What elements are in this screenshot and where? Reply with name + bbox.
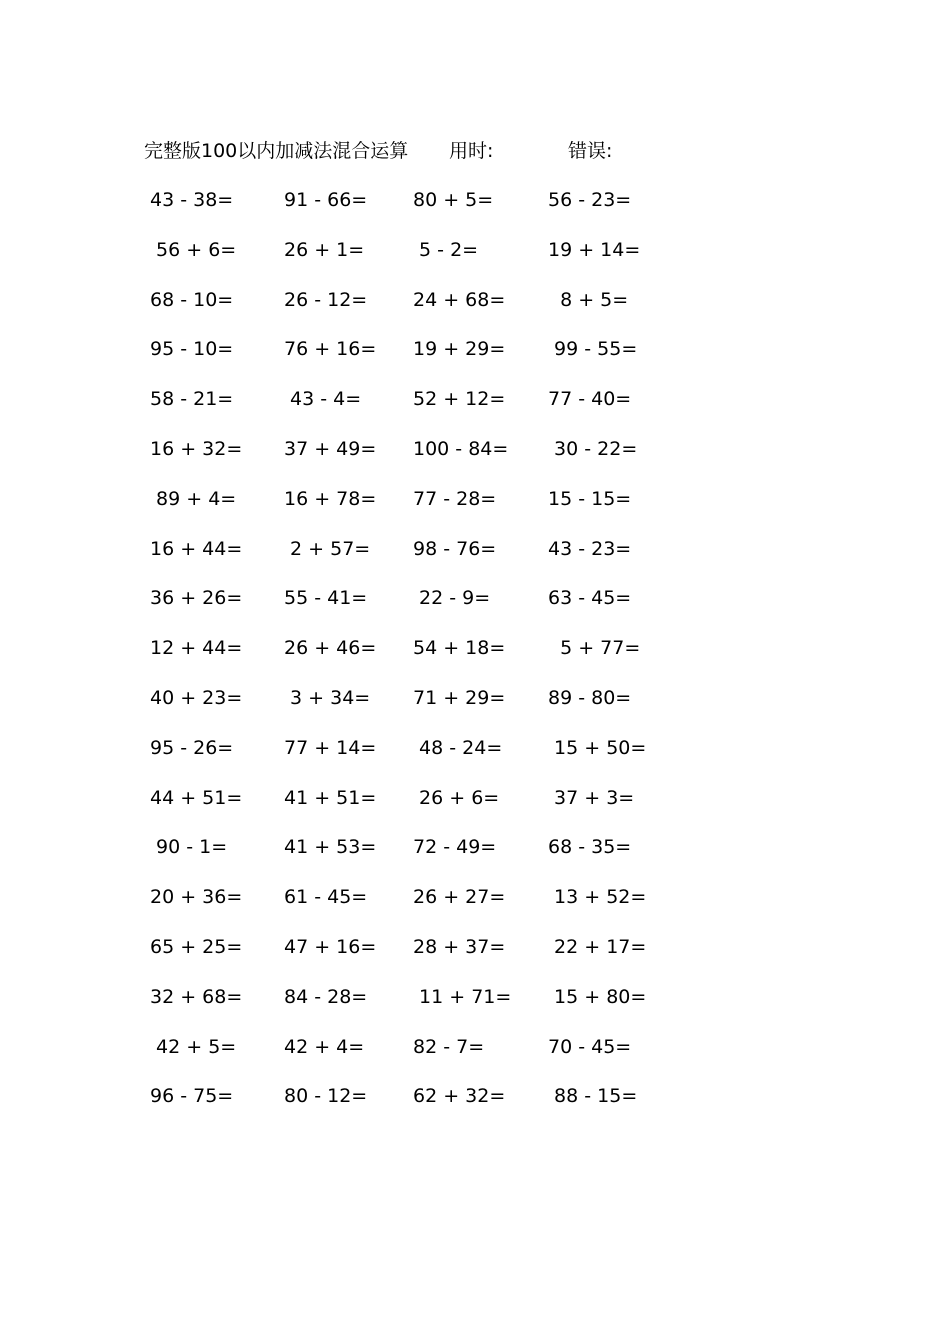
arithmetic-problem: 11 + 71= xyxy=(413,985,512,1008)
arithmetic-problem: 22 + 17= xyxy=(548,935,647,958)
problem-row xyxy=(0,236,950,286)
arithmetic-problem: 100 - 84= xyxy=(413,437,509,460)
arithmetic-problem: 42 + 5= xyxy=(150,1035,237,1058)
arithmetic-problem: 40 + 23= xyxy=(150,686,243,709)
arithmetic-problem: 95 - 10= xyxy=(150,338,234,361)
arithmetic-problem: 63 - 45= xyxy=(548,587,632,610)
worksheet-title: 完整版100以内加减法混合运算 xyxy=(144,140,409,162)
arithmetic-problem: 5 + 77= xyxy=(548,637,641,660)
problem-row xyxy=(0,1033,950,1083)
arithmetic-problem: 43 - 4= xyxy=(284,388,362,411)
arithmetic-problem: 36 + 26= xyxy=(150,587,243,610)
arithmetic-problem: 30 - 22= xyxy=(548,437,638,460)
arithmetic-problem: 37 + 3= xyxy=(548,786,635,809)
arithmetic-problem: 80 + 5= xyxy=(413,189,494,211)
arithmetic-problem: 68 - 10= xyxy=(150,288,234,311)
problem-row xyxy=(0,485,950,535)
arithmetic-problem: 16 + 78= xyxy=(284,487,377,510)
arithmetic-problem: 43 - 23= xyxy=(548,537,632,560)
arithmetic-problem: 47 + 16= xyxy=(284,935,377,958)
arithmetic-problem: 13 + 52= xyxy=(548,886,647,909)
arithmetic-problem: 70 - 45= xyxy=(548,1035,632,1058)
problem-row xyxy=(0,684,950,734)
arithmetic-problem: 61 - 45= xyxy=(284,886,368,909)
arithmetic-problem: 24 + 68= xyxy=(413,288,506,311)
arithmetic-problem: 89 - 80= xyxy=(548,686,632,709)
arithmetic-problem: 26 - 12= xyxy=(284,288,368,311)
arithmetic-problem: 56 + 6= xyxy=(150,238,237,261)
arithmetic-problem: 90 - 1= xyxy=(150,836,228,859)
problem-row xyxy=(0,286,950,336)
time-used-label: 用时: xyxy=(449,140,494,162)
arithmetic-problem: 99 - 55= xyxy=(548,338,638,361)
arithmetic-problem: 68 - 35= xyxy=(548,836,632,859)
problem-grid xyxy=(0,186,950,1132)
arithmetic-problem: 37 + 49= xyxy=(284,437,377,460)
problem-row xyxy=(0,435,950,485)
arithmetic-problem: 48 - 24= xyxy=(413,736,503,759)
arithmetic-problem: 52 + 12= xyxy=(413,388,506,411)
arithmetic-problem: 28 + 37= xyxy=(413,935,506,958)
arithmetic-problem: 12 + 44= xyxy=(150,637,243,660)
arithmetic-problem: 56 - 23= xyxy=(548,189,632,211)
problem-row xyxy=(0,535,950,585)
arithmetic-problem: 96 - 75= xyxy=(150,1085,234,1108)
arithmetic-problem: 77 - 40= xyxy=(548,388,632,411)
arithmetic-problem: 62 + 32= xyxy=(413,1085,506,1108)
arithmetic-problem: 71 + 29= xyxy=(413,686,506,709)
arithmetic-problem: 42 + 4= xyxy=(284,1035,365,1058)
arithmetic-problem: 19 + 14= xyxy=(548,238,641,261)
arithmetic-problem: 76 + 16= xyxy=(284,338,377,361)
arithmetic-problem: 5 - 2= xyxy=(413,238,479,261)
arithmetic-problem: 41 + 53= xyxy=(284,836,377,859)
problem-row xyxy=(0,1082,950,1132)
problem-row xyxy=(0,385,950,435)
arithmetic-problem: 98 - 76= xyxy=(413,537,497,560)
arithmetic-problem: 15 - 15= xyxy=(548,487,632,510)
arithmetic-problem: 19 + 29= xyxy=(413,338,506,361)
arithmetic-problem: 32 + 68= xyxy=(150,985,243,1008)
arithmetic-problem: 2 + 57= xyxy=(284,537,371,560)
arithmetic-problem: 54 + 18= xyxy=(413,637,506,660)
arithmetic-problem: 55 - 41= xyxy=(284,587,368,610)
problem-row xyxy=(0,584,950,634)
arithmetic-problem: 84 - 28= xyxy=(284,985,368,1008)
arithmetic-problem: 26 + 27= xyxy=(413,886,506,909)
arithmetic-problem: 26 + 1= xyxy=(284,238,365,261)
arithmetic-problem: 3 + 34= xyxy=(284,686,371,709)
arithmetic-problem: 15 + 50= xyxy=(548,736,647,759)
problem-row xyxy=(0,634,950,684)
problem-row xyxy=(0,335,950,385)
problem-row xyxy=(0,883,950,933)
arithmetic-problem: 26 + 46= xyxy=(284,637,377,660)
arithmetic-problem: 65 + 25= xyxy=(150,935,243,958)
arithmetic-problem: 43 - 38= xyxy=(150,189,234,211)
arithmetic-problem: 95 - 26= xyxy=(150,736,234,759)
error-count-label: 错误: xyxy=(568,140,613,162)
arithmetic-problem: 58 - 21= xyxy=(150,388,234,411)
arithmetic-problem: 26 + 6= xyxy=(413,786,500,809)
arithmetic-problem: 82 - 7= xyxy=(413,1035,485,1058)
arithmetic-problem: 15 + 80= xyxy=(548,985,647,1008)
problem-row xyxy=(0,734,950,784)
arithmetic-problem: 22 - 9= xyxy=(413,587,491,610)
arithmetic-problem: 88 - 15= xyxy=(548,1085,638,1108)
arithmetic-problem: 20 + 36= xyxy=(150,886,243,909)
arithmetic-problem: 77 - 28= xyxy=(413,487,497,510)
arithmetic-problem: 44 + 51= xyxy=(150,786,243,809)
arithmetic-problem: 80 - 12= xyxy=(284,1085,368,1108)
arithmetic-problem: 16 + 44= xyxy=(150,537,243,560)
arithmetic-problem: 8 + 5= xyxy=(548,288,629,311)
arithmetic-problem: 72 - 49= xyxy=(413,836,497,859)
problem-row xyxy=(0,186,950,236)
problem-row xyxy=(0,933,950,983)
problem-row xyxy=(0,784,950,834)
arithmetic-problem: 16 + 32= xyxy=(150,437,243,460)
problem-row xyxy=(0,833,950,883)
arithmetic-problem: 41 + 51= xyxy=(284,786,377,809)
problem-row xyxy=(0,983,950,1033)
arithmetic-problem: 91 - 66= xyxy=(284,189,368,211)
arithmetic-problem: 89 + 4= xyxy=(150,487,237,510)
arithmetic-problem: 77 + 14= xyxy=(284,736,377,759)
